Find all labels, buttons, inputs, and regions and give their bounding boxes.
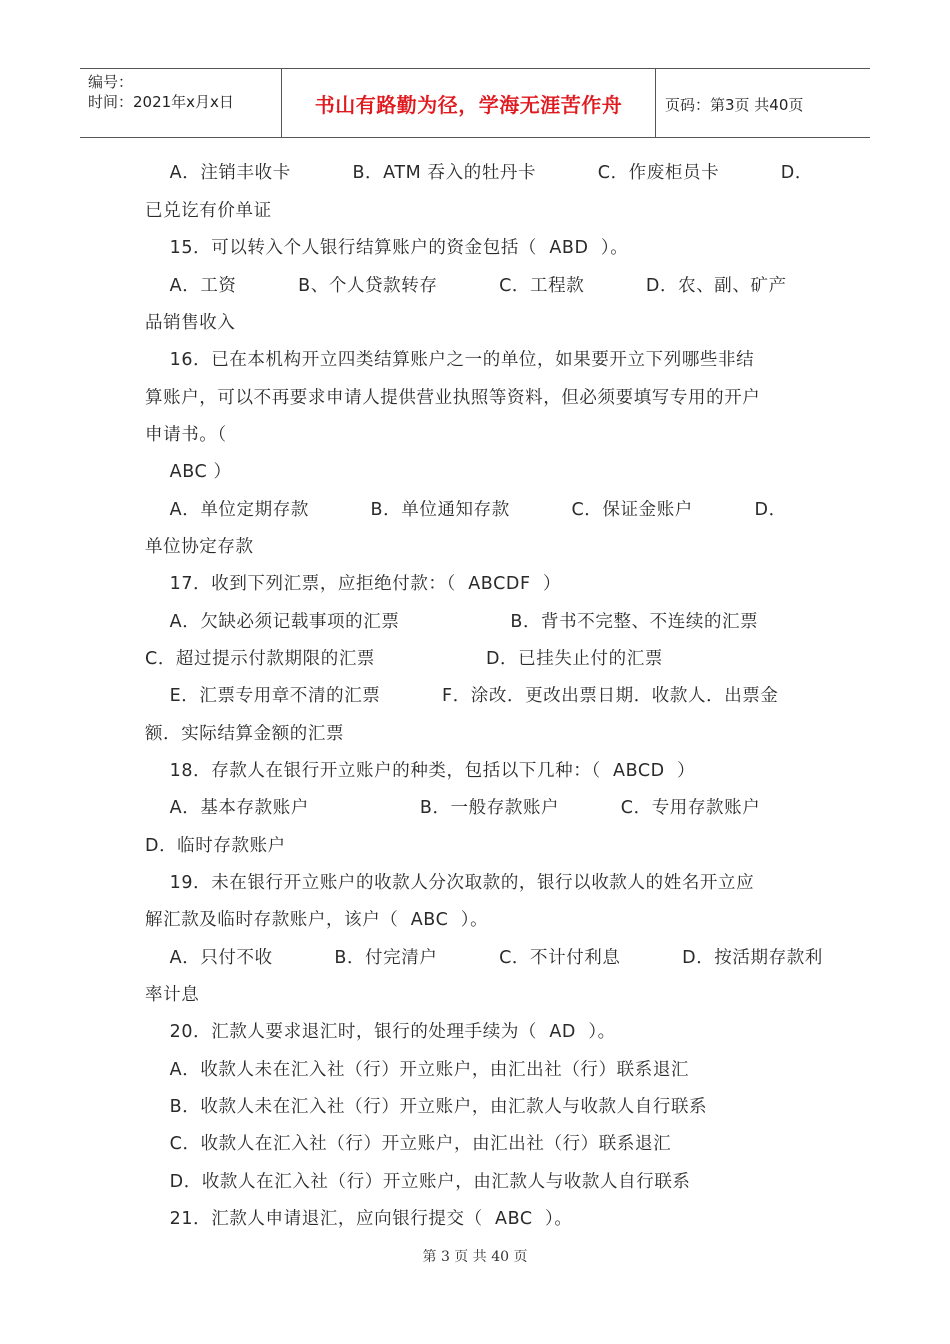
text-line: 17．收到下列汇票，应拒绝付款：（ ABCDF ） bbox=[145, 574, 562, 594]
header-motto: 书山有路勤为径，学海无涯苦作舟 bbox=[314, 93, 623, 117]
header-page-info: 页码：第3页 共40页 bbox=[665, 96, 804, 114]
header-divider bbox=[655, 69, 656, 137]
text-line: A．基本存款账户 B．一般存款账户 C．专用存款账户 bbox=[145, 798, 761, 818]
text-line: 21．汇款人申请退汇，应向银行提交（ ABC ）。 bbox=[145, 1209, 573, 1229]
header-meta bbox=[88, 72, 234, 112]
number-label: 编号： bbox=[88, 73, 134, 91]
time-label: 时间：2021年x月x日 bbox=[88, 93, 234, 111]
text-line: 品销售收入 bbox=[145, 313, 236, 333]
text-line: A．欠缺必须记载事项的汇票 B．背书不完整、不连续的汇票 bbox=[145, 612, 759, 632]
text-line: 申请书。（ bbox=[145, 425, 227, 445]
text-line: 20．汇款人要求退汇时，银行的处理手续为（ AD ）。 bbox=[145, 1022, 616, 1042]
page-footer: 第 3 页 共 40 页 bbox=[422, 1249, 528, 1265]
text-line: A．注销丰收卡 B．ATM 吞入的牡丹卡 C．作废柜员卡 D． bbox=[145, 163, 813, 183]
text-line: 算账户，可以不再要求申请人提供营业执照等资料，但必须要填写专用的开户 bbox=[145, 388, 761, 408]
text-line: 16．已在本机构开立四类结算账户之一的单位，如果要开立下列哪些非结 bbox=[145, 350, 755, 370]
text-line: D．收款人在汇入社（行）开立账户，由汇款人与收款人自行联系 bbox=[145, 1172, 691, 1192]
text-line: A．工资 B、个人贷款转存 C．工程款 D．农、副、矿产 bbox=[145, 276, 787, 296]
text-line: C．超过提示付款期限的汇票 D．已挂失止付的汇票 bbox=[145, 649, 663, 669]
text-line: 18．存款人在银行开立账户的种类，包括以下几种：（ ABCD ） bbox=[145, 761, 696, 781]
text-line: 解汇款及临时存款账户，该户（ ABC ）。 bbox=[145, 910, 489, 930]
text-line: 率计息 bbox=[145, 985, 200, 1005]
text-line: 单位协定存款 bbox=[145, 537, 254, 557]
text-line: 15．可以转入个人银行结算账户的资金包括（ ABD ）。 bbox=[145, 238, 629, 258]
text-line: A．单位定期存款 B．单位通知存款 C．保证金账户 D． bbox=[145, 500, 787, 520]
text-line: 19．未在银行开立账户的收款人分次取款的，银行以收款人的姓名开立应 bbox=[145, 873, 755, 893]
text-line: 已兑讫有价单证 bbox=[145, 201, 272, 221]
text-line: E．汇票专用章不清的汇票 F．涂改．更改出票日期．收款人．出票金 bbox=[145, 686, 779, 706]
text-line: ABC ） bbox=[145, 462, 232, 482]
text-line: C．收款人在汇入社（行）开立账户，由汇出社（行）联系退汇 bbox=[145, 1134, 672, 1154]
text-line: B．收款人未在汇入社（行）开立账户，由汇款人与收款人自行联系 bbox=[145, 1097, 708, 1117]
text-line: A．只付不收 B．付完清户 C．不计付利息 D．按活期存款利 bbox=[145, 948, 823, 968]
page-header bbox=[80, 68, 870, 138]
text-line: A．收款人未在汇入社（行）开立账户，由汇出社（行）联系退汇 bbox=[145, 1060, 690, 1080]
text-line: 额．实际结算金额的汇票 bbox=[145, 724, 345, 744]
text-line: D．临时存款账户 bbox=[145, 836, 286, 856]
